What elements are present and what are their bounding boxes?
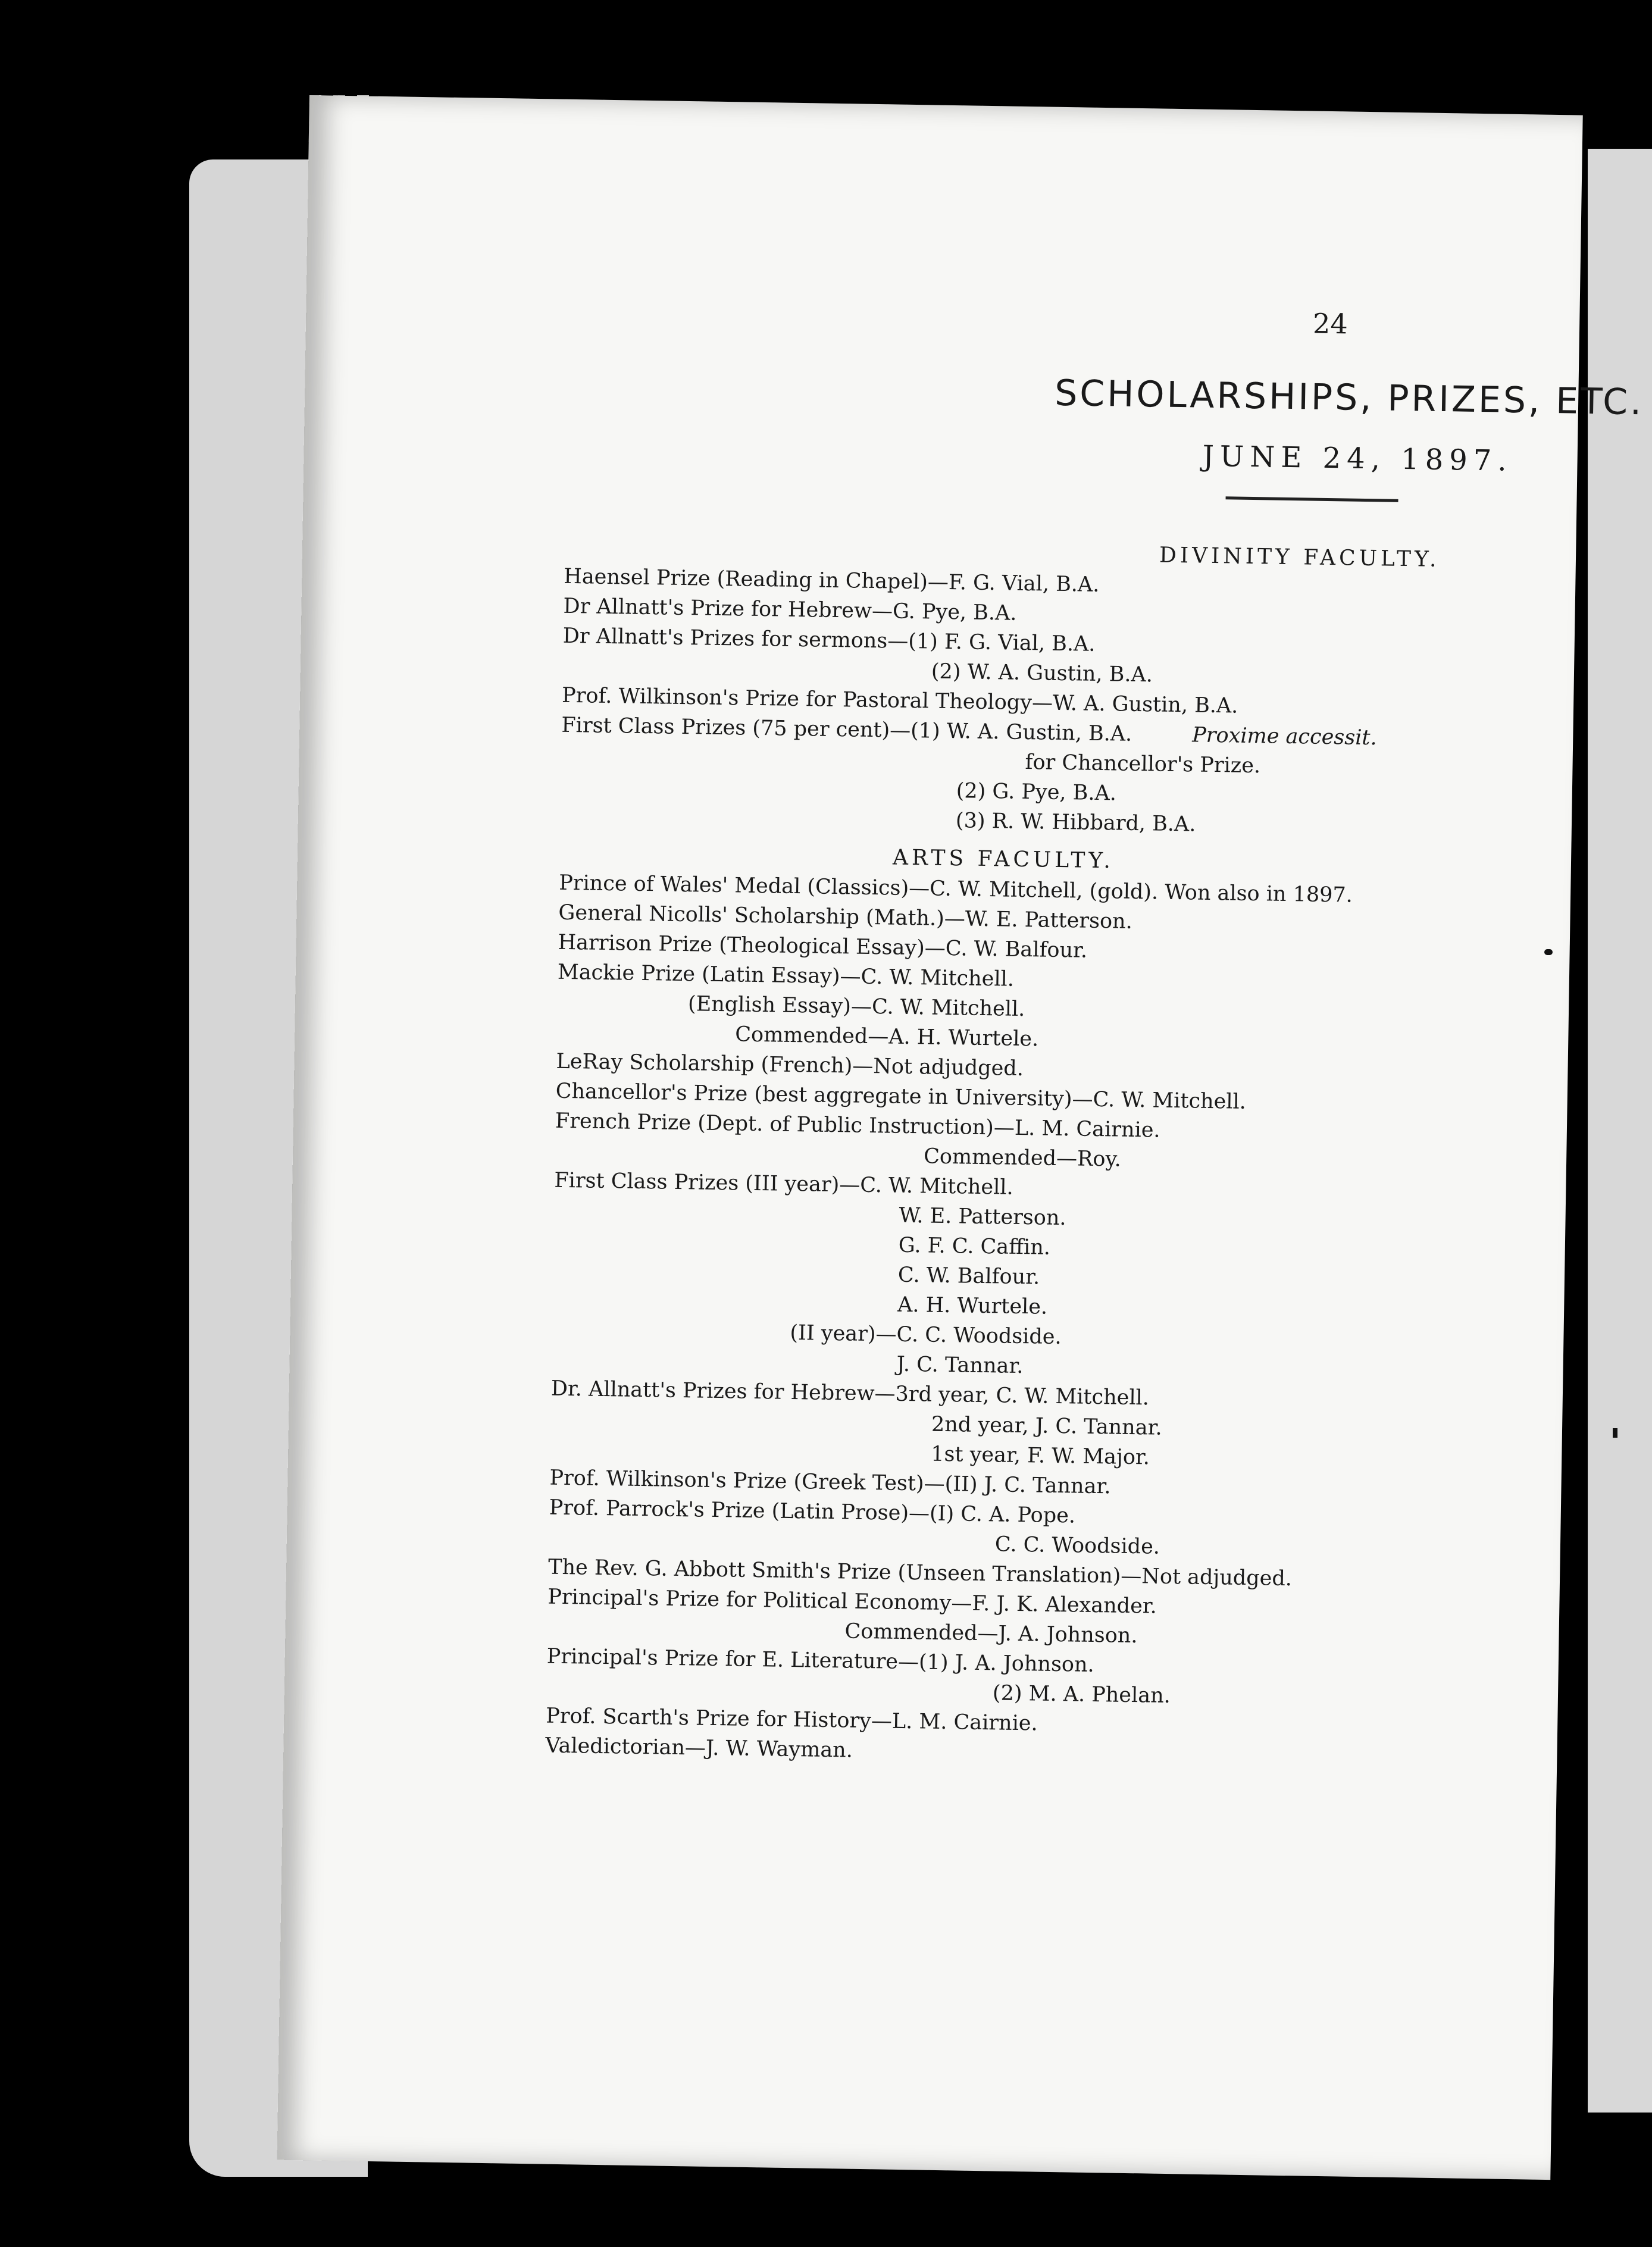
arts-line: Commended—J. A. Johnson. — [844, 1619, 1138, 1648]
arts-line: Valedictorian—J. W. Wayman. — [545, 1733, 853, 1763]
ink-spot — [1544, 949, 1553, 955]
arts-line: (English Essay)—C. W. Mitchell. — [687, 992, 1025, 1022]
arts-line: Dr. Allnatt's Prizes for Hebrew—3rd year, C. W. Mitchell. — [550, 1376, 1150, 1410]
title-rule — [1226, 496, 1398, 502]
arts-line: J. C. Tannar. — [896, 1352, 1024, 1379]
page-title: SCHOLARSHIPS, PRIZES, ETC. — [1054, 372, 1644, 424]
divinity-line: Prof. Wilkinson's Prize for Pastoral Theology—W. A. Gustin, B.A. — [561, 683, 1238, 718]
arts-line: Principal's Prize for E. Literature—(1) J. A. Johnson. — [546, 1644, 1095, 1678]
divinity-line: (2) G. Pye, B.A. — [956, 779, 1117, 806]
arts-line: Harrison Prize (Theological Essay)—C. W. Balfour. — [558, 930, 1088, 963]
ink-spot — [1613, 1428, 1617, 1438]
arts-line: The Rev. G. Abbott Smith's Prize (Unseen Translation)—Not adjudged. — [547, 1555, 1293, 1591]
arts-line: Principal's Prize for Political Economy—F. J. K. Alexander. — [547, 1585, 1157, 1619]
arts-line: Prof. Wilkinson's Prize (Greek Test)—(II) J. C. Tannar. — [549, 1466, 1111, 1499]
divinity-line: (3) R. W. Hibbard, B.A. — [955, 809, 1196, 837]
divinity-line: First Class Prizes (75 per cent)—(1) W. A. Gustin, B.A. — [561, 713, 1132, 746]
page-number: 24 — [1312, 307, 1348, 340]
arts-line: French Prize (Dept. of Public Instruction)—L. M. Cairnie. — [555, 1109, 1160, 1143]
arts-line: (2) M. A. Phelan. — [992, 1681, 1171, 1708]
arts-line: LeRay Scholarship (French)—Not adjudged. — [556, 1049, 1024, 1081]
divinity-line-proxime: Proxime accessit. — [1191, 723, 1377, 750]
arts-line: Mackie Prize (Latin Essay)—C. W. Mitchell. — [557, 960, 1015, 991]
arts-faculty-heading: ARTS FACULTY. — [892, 845, 1115, 874]
divinity-faculty-heading: DIVINITY FACULTY. — [1159, 543, 1440, 572]
arts-line: (II year)—C. C. Woodside. — [790, 1320, 1062, 1350]
divinity-line: (2) W. A. Gustin, B.A. — [931, 659, 1153, 687]
book-page — [277, 95, 1644, 2180]
divinity-line: Dr Allnatt's Prize for Hebrew—G. Pye, B.A. — [563, 594, 1017, 625]
facing-page-edge — [1588, 149, 1652, 2113]
divinity-line: Dr Allnatt's Prizes for sermons—(1) F. G. Vial, B.A. — [562, 624, 1096, 656]
arts-line: W. E. Patterson. — [899, 1203, 1066, 1231]
arts-line: 1st year, F. W. Major. — [930, 1442, 1150, 1470]
divinity-line: Haensel Prize (Reading in Chapel)—F. G. Vial, B.A. — [564, 564, 1100, 597]
arts-line: Prof. Parrock's Prize (Latin Prose)—(I) C. A. Pope. — [549, 1495, 1076, 1528]
page-date: JUNE 24, 1897. — [1202, 439, 1513, 478]
arts-line: C. W. Balfour. — [897, 1263, 1040, 1290]
arts-line: A. H. Wurtele. — [897, 1293, 1048, 1319]
arts-line: First Class Prizes (III year)—C. W. Mitchell. — [554, 1168, 1013, 1200]
arts-line: C. C. Woodside. — [994, 1532, 1160, 1559]
divinity-line: for Chancellor's Prize. — [1025, 750, 1261, 778]
arts-line: Prof. Scarth's Prize for History—L. M. Cairnie. — [545, 1704, 1038, 1736]
arts-line: General Nicolls' Scholarship (Math.)—W. E. Patterson. — [558, 900, 1133, 934]
arts-line: Chancellor's Prize (best aggregate in University)—C. W. Mitchell. — [555, 1079, 1247, 1114]
page-content — [545, 296, 1644, 1763]
arts-line: Commended—A. H. Wurtele. — [734, 1022, 1039, 1051]
arts-line: Commended—Roy. — [923, 1144, 1122, 1172]
arts-line: G. F. C. Caffin. — [898, 1233, 1051, 1260]
arts-line: Prince of Wales' Medal (Classics)—C. W. Mitchell, (gold). Won also in 1897. — [558, 871, 1353, 907]
arts-line: 2nd year, J. C. Tannar. — [931, 1412, 1162, 1440]
